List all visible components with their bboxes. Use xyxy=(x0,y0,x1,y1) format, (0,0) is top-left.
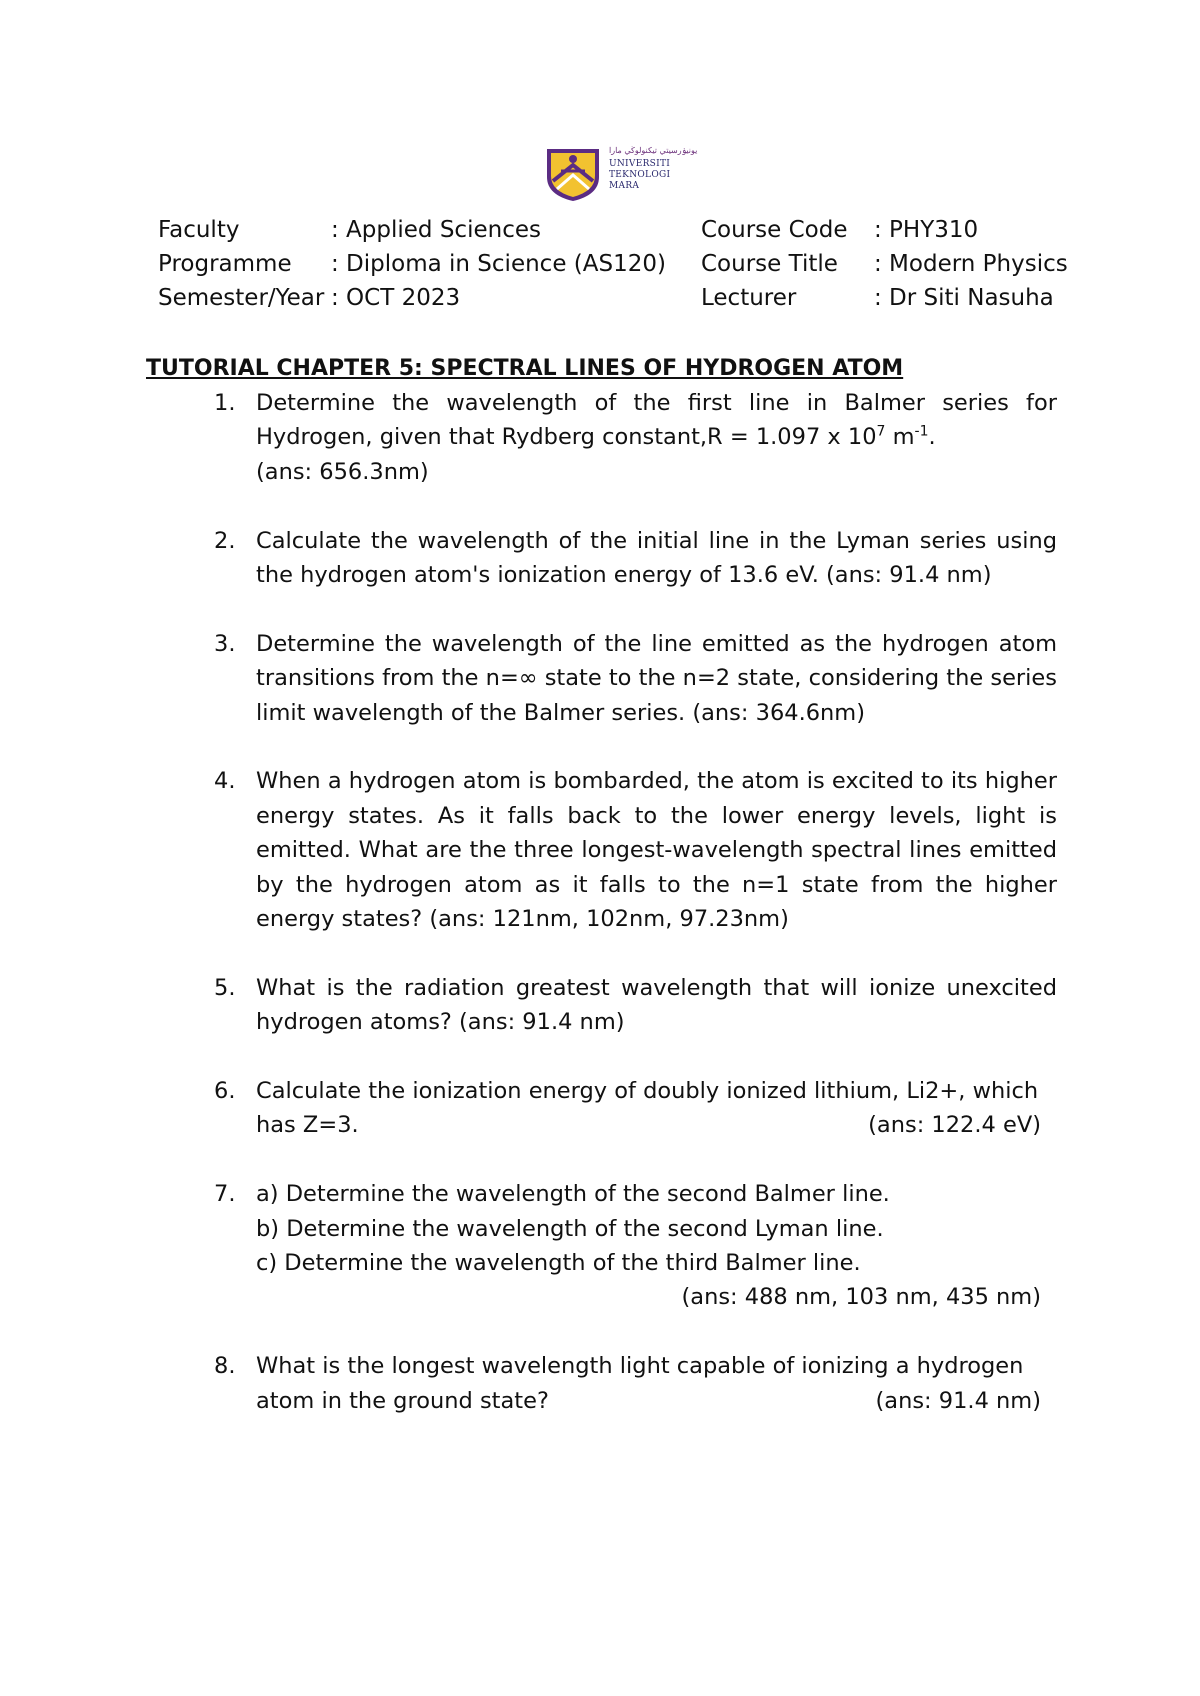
question-2 xyxy=(214,524,1057,593)
university-logo xyxy=(541,145,698,205)
logo-wordmark xyxy=(609,159,670,192)
question-number: 4. xyxy=(214,768,236,795)
question-number: 6. xyxy=(214,1078,236,1105)
question-text-line-2: atom in the ground state? xyxy=(256,1387,549,1414)
question-text xyxy=(256,386,1057,455)
question-text: What is the longest wavelength light capable of ionizing a hydrogen xyxy=(256,1353,1024,1380)
programme-label: Programme xyxy=(158,251,292,277)
question-number: 3. xyxy=(214,630,236,657)
course-title-value: : Modern Physics xyxy=(874,251,1068,277)
answer: (ans: 488 nm, 103 nm, 435 nm) xyxy=(681,1284,1041,1311)
course-title-label: Course Title xyxy=(701,251,838,277)
answer: (ans: 122.4 eV) xyxy=(868,1112,1041,1139)
question-text-with-answer xyxy=(256,1384,1057,1418)
answer: (ans: 91.4 nm) xyxy=(875,1387,1041,1414)
faculty-value: : Applied Sciences xyxy=(331,217,541,243)
question-7 xyxy=(214,1177,1057,1315)
question-text-with-answer xyxy=(256,1108,1057,1142)
sub-question-b: b) Determine the wavelength of the second Lyman line. xyxy=(256,1215,884,1242)
question-number: 1. xyxy=(214,390,236,416)
semester-label: Semester/Year xyxy=(158,285,325,311)
course-code-label: Course Code xyxy=(701,217,848,243)
question-number: 7. xyxy=(214,1181,236,1208)
exponent: -1 xyxy=(914,423,929,440)
question-1 xyxy=(214,386,1057,489)
tutorial-title: TUTORIAL CHAPTER 5: SPECTRAL LINES OF HYDROGEN ATOM xyxy=(146,356,904,381)
uitm-crest-icon xyxy=(541,145,605,203)
question-number: 2. xyxy=(214,527,236,554)
logo-line-1: UNIVERSITI xyxy=(609,159,671,169)
question-8 xyxy=(214,1349,1057,1418)
logo-line-3: MARA xyxy=(609,181,640,191)
question-text: Calculate the ionization energy of doubly ionized lithium, Li2+, which xyxy=(256,1078,1039,1105)
question-text-part: Determine the wavelength of the first line in Balmer series for Hydrogen, given that Rydberg constant,R = 1.097 x 10 xyxy=(256,390,1057,451)
course-code-value: : PHY310 xyxy=(874,217,979,243)
question-text-part: . xyxy=(928,424,936,451)
question-6 xyxy=(214,1074,1057,1143)
sub-question-c: c) Determine the wavelength of the third Balmer line. xyxy=(256,1250,861,1277)
question-3 xyxy=(214,627,1057,730)
logo-line-2: TEKNOLOGI xyxy=(609,170,671,180)
question-text: When a hydrogen atom is bombarded, the atom is excited to its higher energy states. As it falls back to the lower energy levels, light is emitted. What are the three longest-wavelength spectral lines emitted by the hydrogen atom as it falls to the n=1 state from the higher energy states? (ans: 121nm, 102nm, 97.23nm) xyxy=(256,768,1057,933)
question-list xyxy=(214,386,1057,1452)
question-text-part: m xyxy=(885,424,915,451)
question-text: What is the radiation greatest wavelength that will ionize unexcited hydrogen atoms? (ans: 91.4 nm) xyxy=(256,974,1057,1036)
lecturer-value: : Dr Siti Nasuha xyxy=(874,285,1054,311)
lecturer-label: Lecturer xyxy=(701,285,797,311)
question-4 xyxy=(214,764,1057,936)
logo-jawi-text: يونيۏرسيتي تيكنولوڬي مارا xyxy=(609,146,698,155)
question-text: Determine the wavelength of the line emitted as the hydrogen atom transitions from the n=∞ state to the n=2 state, considering the series limit wavelength of the Balmer series. (ans: 364.6nm) xyxy=(256,630,1057,726)
question-number: 5. xyxy=(214,974,236,1001)
exponent: 7 xyxy=(876,423,886,440)
programme-value: : Diploma in Science (AS120) xyxy=(331,251,666,277)
faculty-label: Faculty xyxy=(158,217,240,243)
question-5 xyxy=(214,971,1057,1040)
question-text: Calculate the wavelength of the initial line in the Lyman series using the hydrogen atom's ionization energy of 13.6 eV. (ans: 91.4 nm) xyxy=(256,527,1057,589)
question-number: 8. xyxy=(214,1353,236,1380)
semester-value: : OCT 2023 xyxy=(331,285,461,311)
answer: (ans: 656.3nm) xyxy=(256,458,429,485)
question-text-line-2: has Z=3. xyxy=(256,1112,359,1139)
sub-question-a: a) Determine the wavelength of the second Balmer line. xyxy=(256,1181,890,1208)
